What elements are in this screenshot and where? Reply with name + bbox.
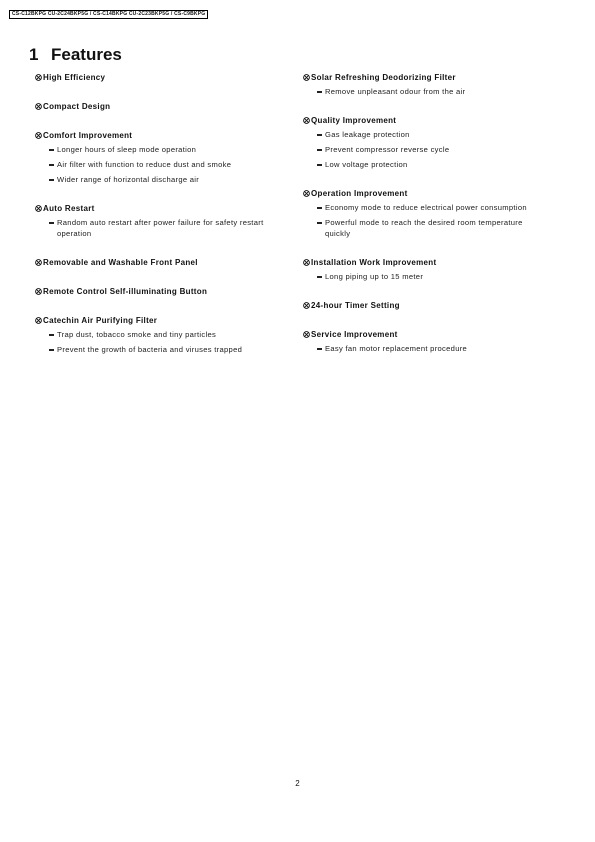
list-item: Easy fan motor replacement procedure [303, 343, 548, 354]
circled-cross-bullet-icon [35, 288, 42, 295]
list-item: Trap dust, tobacco smoke and tiny particles [35, 329, 285, 340]
feature-item [35, 130, 285, 141]
model-line: CS-C12BKPG CU-2C24BKP5G / CS-C14BKPG CU-2C23BKP5G / CS-C9BKPG [12, 11, 206, 17]
dash-bullet-icon [317, 348, 322, 350]
circled-cross-bullet-icon [303, 190, 310, 197]
feature-item [35, 101, 285, 112]
circled-cross-bullet-icon [303, 331, 310, 338]
dash-bullet-icon [49, 149, 54, 151]
list-item: Gas leakage protection [303, 129, 548, 140]
section-title-text: Features [51, 45, 122, 64]
model-header-box [9, 10, 208, 19]
dash-bullet-icon [317, 222, 322, 224]
feature-item [303, 115, 548, 126]
feature-item [303, 257, 548, 268]
feature-item [303, 188, 548, 199]
dash-bullet-icon [49, 349, 54, 351]
feature-item [35, 72, 285, 83]
dash-bullet-icon [317, 149, 322, 151]
list-item: Long piping up to 15 meter [303, 271, 548, 282]
list-item: Remove unpleasant odour from the air [303, 86, 548, 97]
list-item: Air filter with function to reduce dust and smoke [35, 159, 285, 170]
section-number: 1 [29, 45, 39, 64]
page-number: 2 [295, 779, 300, 788]
dash-bullet-icon [49, 164, 54, 166]
list-item: Wider range of horizontal discharge air [35, 174, 285, 185]
section-title [29, 44, 122, 66]
feature-item [303, 329, 548, 340]
circled-cross-bullet-icon [303, 74, 310, 81]
feature-title: Solar Refreshing Deodorizing Filter [311, 73, 456, 82]
circled-cross-bullet-icon [303, 259, 310, 266]
feature-title: Installation Work Improvement [311, 258, 437, 267]
dash-bullet-icon [317, 134, 322, 136]
circled-cross-bullet-icon [35, 317, 42, 324]
dash-bullet-icon [49, 179, 54, 181]
dash-bullet-icon [317, 207, 322, 209]
feature-title: Operation Improvement [311, 189, 408, 198]
list-item: Economy mode to reduce electrical power consumption [303, 202, 548, 213]
feature-item [35, 203, 285, 214]
feature-title: Service Improvement [311, 330, 398, 339]
circled-cross-bullet-icon [35, 205, 42, 212]
circled-cross-bullet-icon [35, 132, 42, 139]
circled-cross-bullet-icon [303, 302, 310, 309]
list-item: Low voltage protection [303, 159, 548, 170]
feature-item [303, 72, 548, 83]
circled-cross-bullet-icon [35, 259, 42, 266]
dash-bullet-icon [317, 276, 322, 278]
circled-cross-bullet-icon [35, 74, 42, 81]
feature-title: Catechin Air Purifying Filter [43, 316, 158, 325]
dash-bullet-icon [317, 164, 322, 166]
feature-title: Compact Design [43, 102, 111, 111]
feature-item [35, 257, 285, 268]
circled-cross-bullet-icon [303, 117, 310, 124]
dash-bullet-icon [49, 222, 54, 224]
feature-item [35, 286, 285, 297]
feature-title: 24-hour Timer Setting [311, 301, 400, 310]
features-left-column [35, 72, 285, 355]
feature-title: Removable and Washable Front Panel [43, 258, 198, 267]
dash-bullet-icon [49, 334, 54, 336]
feature-title: Remote Control Self-illuminating Button [43, 287, 208, 296]
features-right-column [303, 72, 548, 354]
list-item: Powerful mode to reach the desired room temperature quickly [303, 217, 548, 239]
list-item: Random auto restart after power failure for safety restart operation [35, 217, 285, 239]
list-item: Longer hours of sleep mode operation [35, 144, 285, 155]
feature-item [303, 300, 548, 311]
circled-cross-bullet-icon [35, 103, 42, 110]
feature-title: Auto Restart [43, 204, 95, 213]
list-item: Prevent the growth of bacteria and viruses trapped [35, 344, 285, 355]
feature-title: Quality Improvement [311, 116, 397, 125]
feature-title: Comfort Improvement [43, 131, 133, 140]
feature-item [35, 315, 285, 326]
list-item: Prevent compressor reverse cycle [303, 144, 548, 155]
dash-bullet-icon [317, 91, 322, 93]
feature-title: High Efficiency [43, 73, 106, 82]
